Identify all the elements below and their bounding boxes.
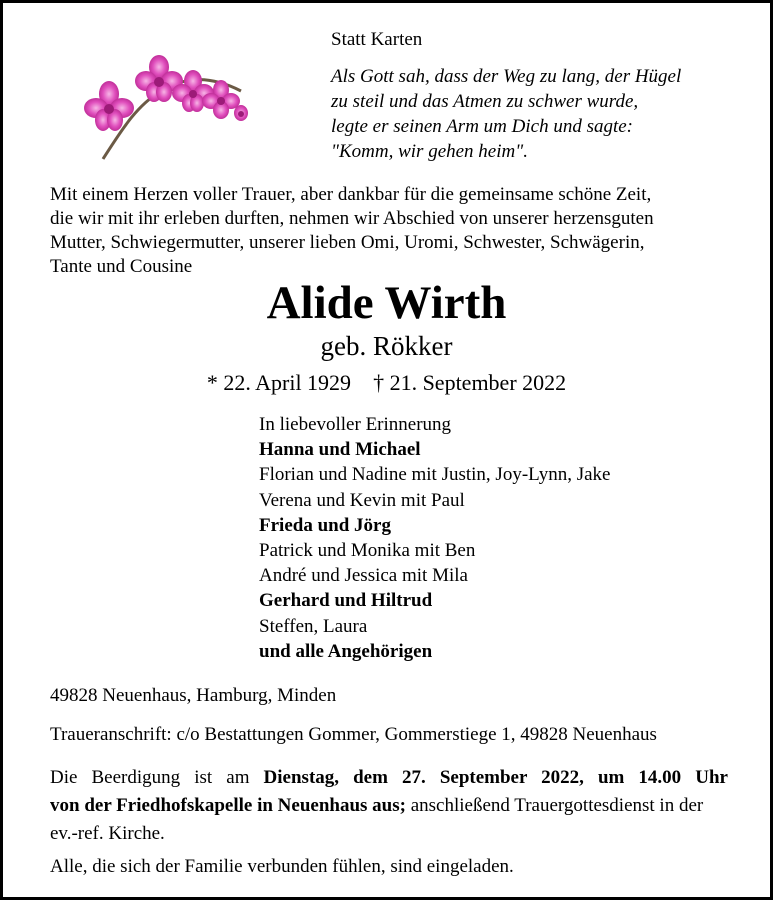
family-line: In liebevoller Erinnerung: [259, 414, 452, 435]
funeral-date: Dienstag, dem 27. September 2022, um 14.00 Uhr: [263, 767, 728, 788]
death-date: † 21. September 2022: [373, 370, 567, 395]
cities-line: 49828 Neuenhaus, Hamburg, Minden: [50, 685, 337, 706]
intro-line: Mutter, Schwiegermutter, unserer lieben Omi, Uromi, Schwester, Schwägerin,: [50, 232, 645, 253]
statt-karten-label: Statt Karten: [331, 29, 423, 50]
deceased-name: Alide Wirth: [266, 277, 507, 329]
family-line: André und Jessica mit Mila: [259, 565, 468, 587]
orchid-icon: [81, 51, 251, 166]
mourning-address: Traueranschrift: c/o Bestattungen Gommer, Gommerstiege 1, 49828 Neuenhaus: [50, 724, 657, 745]
life-dates: [3, 370, 770, 396]
intro-line: die wir mit ihr erleben durften, nehmen wir Abschied von unserer herzensguten: [50, 208, 654, 229]
maiden-name: geb. Rökker: [320, 331, 453, 361]
poem-line: Als Gott sah, dass der Weg zu lang, der Hügel: [331, 66, 682, 87]
funeral-pre: Die Beerdigung ist am: [50, 767, 264, 788]
family-line: und alle Angehörigen: [259, 640, 433, 662]
family-line: Hanna und Michael: [259, 439, 421, 461]
invitation-line: Alle, die sich der Familie verbunden fühlen, sind eingeladen.: [50, 856, 514, 877]
family-line: Verena und Kevin mit Paul: [259, 489, 465, 511]
family-line: Patrick und Monika mit Ben: [259, 540, 476, 562]
funeral-info: [50, 764, 728, 848]
family-list: [259, 412, 610, 664]
intro-line: Tante und Cousine: [50, 256, 193, 277]
family-line: Gerhard und Hiltrud: [259, 590, 433, 612]
birth-date: * 22. April 1929: [206, 370, 352, 395]
intro-text: [50, 183, 654, 279]
family-line: Steffen, Laura: [259, 615, 368, 637]
poem: [331, 64, 681, 164]
poem-line: legte er seinen Arm um Dich und sagte:: [331, 116, 634, 137]
funeral-location: von der Friedhofskapelle in Neuenhaus aus;: [50, 795, 406, 816]
family-line: Frieda und Jörg: [259, 514, 391, 536]
poem-line: "Komm, wir gehen heim".: [331, 141, 528, 162]
family-line: Florian und Nadine mit Justin, Joy-Lynn, Jake: [259, 464, 611, 486]
intro-line: Mit einem Herzen voller Trauer, aber dankbar für die gemeinsame schöne Zeit,: [50, 184, 652, 205]
funeral-post: anschließend Trauergottesdienst in der ev.-ref. Kirche.: [50, 795, 704, 844]
poem-line: zu steil und das Atmen zu schwer wurde,: [331, 91, 639, 112]
funeral-line-1: [50, 764, 728, 792]
